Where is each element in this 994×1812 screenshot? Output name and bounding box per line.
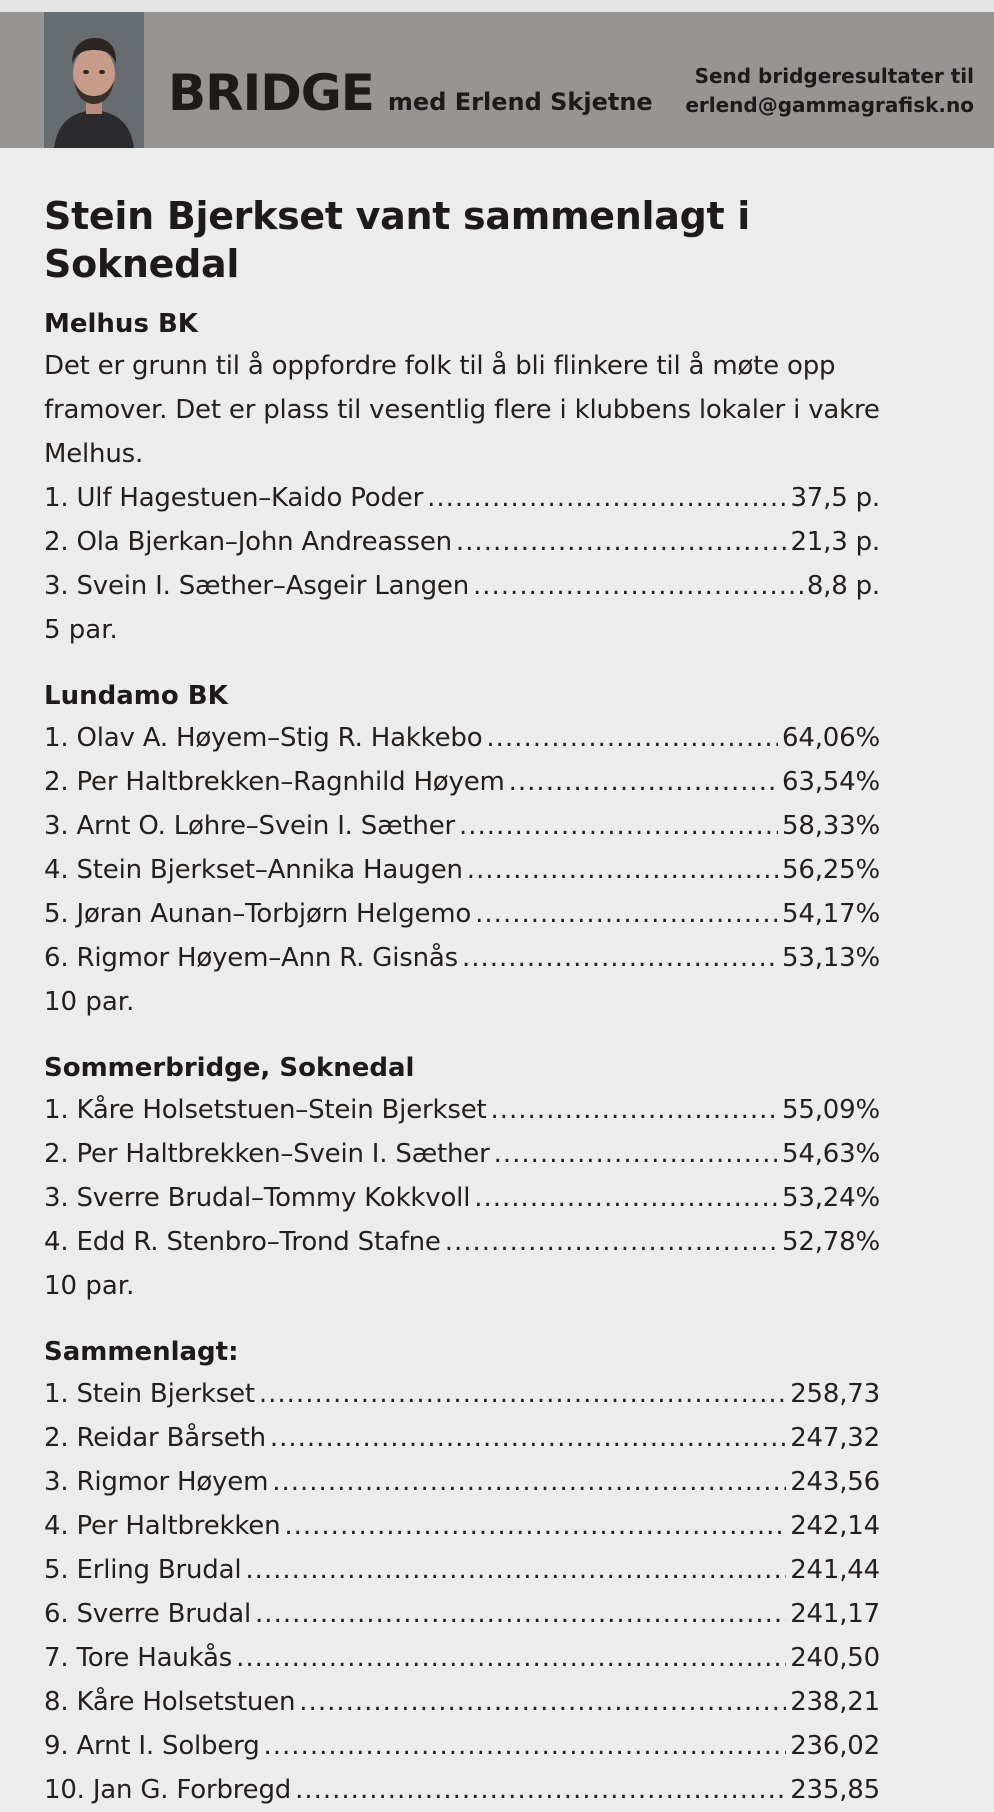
dot-leader (245, 1548, 786, 1592)
result-score: 37,5 p. (790, 483, 880, 513)
pair-count: 10 par. (44, 1271, 135, 1301)
top-strip (0, 0, 994, 12)
dot-leader (272, 1460, 786, 1504)
result-score: 242,14 (790, 1511, 880, 1541)
result-name: 4. Per Haltbrekken (44, 1511, 281, 1541)
result-name: 3. Arnt O. Løhre–Svein I. Sæther (44, 811, 455, 841)
dot-leader (295, 1768, 786, 1812)
result-score: 55,09% (782, 1095, 880, 1125)
dot-leader (427, 476, 786, 520)
result-name: 6. Rigmor Høyem–Ann R. Gisnås (44, 943, 458, 973)
result-score: 258,73 (790, 1379, 880, 1409)
dot-leader (459, 804, 778, 848)
dot-leader (255, 1592, 786, 1636)
contact-email: erlend@gammagrafisk.no (685, 93, 974, 117)
result-row (44, 1132, 880, 1176)
result-row (44, 1088, 880, 1132)
result-name: 4. Stein Bjerkset–Annika Haugen (44, 855, 463, 885)
result-row (44, 1724, 880, 1768)
article-headline: Stein Bjerkset vant sammenlagt i Soknedal (44, 194, 750, 286)
result-name: 3. Sverre Brudal–Tommy Kokkvoll (44, 1183, 471, 1213)
article (0, 148, 884, 1812)
result-score: 8,8 p. (806, 571, 880, 601)
result-row (44, 1372, 880, 1416)
club-section (44, 304, 884, 652)
result-row (44, 1636, 880, 1680)
result-score: 53,24% (782, 1183, 880, 1213)
result-row (44, 804, 880, 848)
result-row (44, 520, 880, 564)
dot-leader (486, 716, 778, 760)
dot-leader (467, 848, 778, 892)
column-brand (168, 64, 653, 122)
result-name: 2. Per Haltbrekken–Ragnhild Høyem (44, 767, 505, 797)
club-name: Sommerbridge, Soknedal (44, 1053, 415, 1083)
club-intro: Det er grunn til å oppfordre folk til å bli flinkere til å møte opp framover. Det er plass til vesentlig flere i klubbens lokaler i vakre Melhus. (44, 351, 880, 469)
result-row (44, 716, 880, 760)
result-score: 235,85 (790, 1775, 880, 1805)
result-row (44, 1220, 880, 1264)
result-name: 5. Jøran Aunan–Torbjørn Helgemo (44, 899, 472, 929)
result-name: 8. Kåre Holsetstuen (44, 1687, 296, 1717)
result-name: 5. Erling Brudal (44, 1555, 242, 1585)
result-row (44, 1176, 880, 1220)
result-row (44, 1504, 880, 1548)
result-name: 1. Olav A. Høyem–Stig R. Hakkebo (44, 723, 483, 753)
result-score: 241,17 (790, 1599, 880, 1629)
result-score: 63,54% (782, 767, 880, 797)
result-row (44, 476, 880, 520)
result-row (44, 848, 880, 892)
club-section (44, 1048, 884, 1308)
result-name: 2. Reidar Bårseth (44, 1423, 266, 1453)
club-name: Lundamo BK (44, 681, 228, 711)
result-row (44, 760, 880, 804)
result-name: 1. Stein Bjerkset (44, 1379, 255, 1409)
result-score: 54,63% (782, 1139, 880, 1169)
result-score: 58,33% (782, 811, 880, 841)
results-sections (44, 304, 884, 1812)
result-name: 9. Arnt I. Solberg (44, 1731, 260, 1761)
result-name: 3. Svein I. Sæther–Asgeir Langen (44, 571, 469, 601)
result-score: 64,06% (782, 723, 880, 753)
dot-leader (445, 1220, 778, 1264)
dot-leader (259, 1372, 786, 1416)
club-section (44, 1332, 884, 1812)
author-photo (44, 12, 144, 148)
result-name: 2. Ola Bjerkan–John Andreassen (44, 527, 452, 557)
dot-leader (494, 1132, 778, 1176)
result-name: 6. Sverre Brudal (44, 1599, 252, 1629)
result-score: 243,56 (790, 1467, 880, 1497)
result-row (44, 1416, 880, 1460)
dot-leader (299, 1680, 786, 1724)
result-score: 54,17% (782, 899, 880, 929)
result-score: 241,44 (790, 1555, 880, 1585)
dot-leader (236, 1636, 786, 1680)
contact-info (685, 62, 974, 120)
result-score: 56,25% (782, 855, 880, 885)
result-name: 1. Ulf Hagestuen–Kaido Poder (44, 483, 424, 513)
club-section (44, 676, 884, 1024)
result-score: 247,32 (790, 1423, 880, 1453)
result-score: 53,13% (782, 943, 880, 973)
column-byline: med Erlend Skjetne (387, 88, 653, 116)
club-name: Sammenlagt: (44, 1337, 239, 1367)
dot-leader (264, 1724, 787, 1768)
column-title: BRIDGE (168, 64, 374, 122)
result-name: 3. Rigmor Høyem (44, 1467, 269, 1497)
dot-leader (462, 936, 778, 980)
result-name: 2. Per Haltbrekken–Svein I. Sæther (44, 1139, 490, 1169)
club-name: Melhus BK (44, 309, 198, 339)
result-row (44, 1548, 880, 1592)
dot-leader (456, 520, 787, 564)
result-name: 10. Jan G. Forbregd (44, 1775, 292, 1805)
dot-leader (270, 1416, 786, 1460)
result-score: 52,78% (782, 1227, 880, 1257)
result-row (44, 1460, 880, 1504)
result-name: 7. Tore Haukås (44, 1643, 233, 1673)
result-name: 4. Edd R. Stenbro–Trond Stafne (44, 1227, 441, 1257)
result-score: 240,50 (790, 1643, 880, 1673)
pair-count: 10 par. (44, 987, 135, 1017)
pair-count: 5 par. (44, 615, 118, 645)
contact-line: Send bridgeresultater til (694, 64, 974, 88)
result-row (44, 1592, 880, 1636)
result-row (44, 936, 880, 980)
result-row (44, 892, 880, 936)
dot-leader (284, 1504, 786, 1548)
result-row (44, 564, 880, 608)
result-row (44, 1680, 880, 1724)
result-score: 21,3 p. (790, 527, 880, 557)
result-score: 238,21 (790, 1687, 880, 1717)
result-name: 1. Kåre Holsetstuen–Stein Bjerkset (44, 1095, 487, 1125)
dot-leader (491, 1088, 779, 1132)
result-score: 236,02 (790, 1731, 880, 1761)
result-row (44, 1768, 880, 1812)
dot-leader (475, 892, 778, 936)
column-header (0, 12, 994, 148)
dot-leader (509, 760, 778, 804)
dot-leader (473, 564, 803, 608)
dot-leader (474, 1176, 778, 1220)
